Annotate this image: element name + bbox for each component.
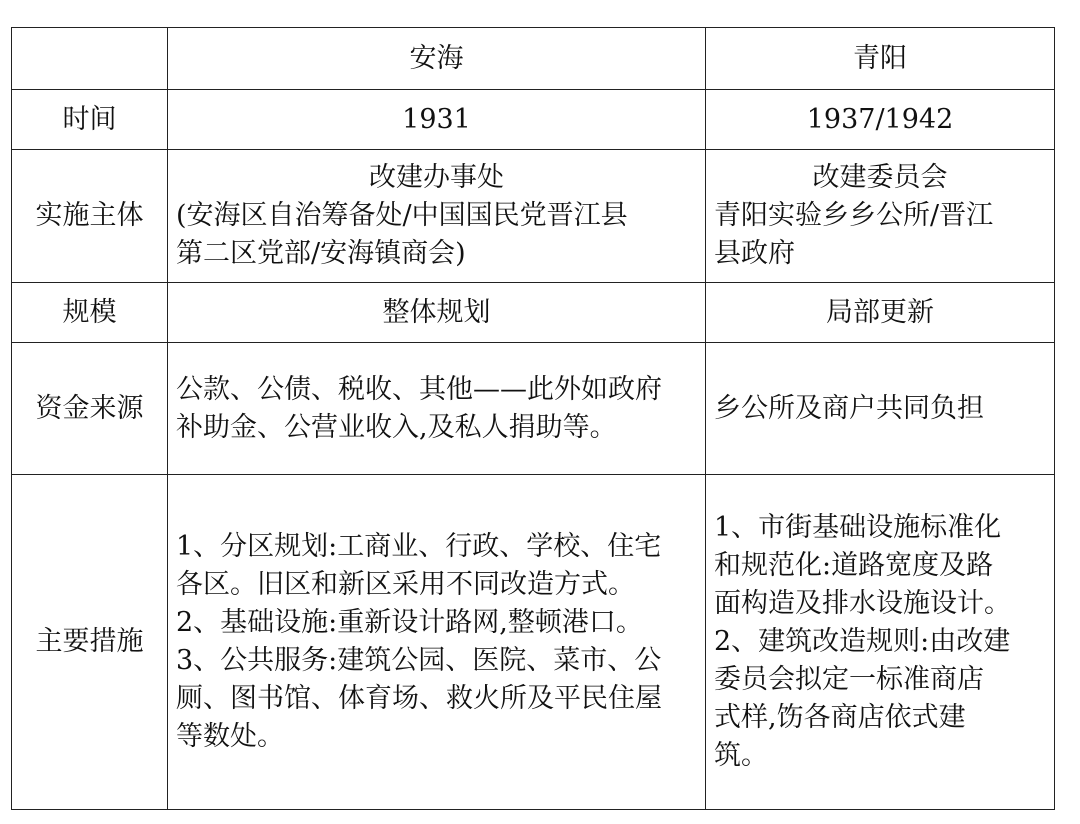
cell-qingyang — [706, 90, 1055, 150]
row-time — [12, 90, 1055, 150]
cell-qingyang — [706, 343, 1055, 475]
cell-line: 1、市街基础设施标准化 — [714, 512, 1002, 543]
row-label: 实施主体 — [12, 150, 168, 283]
cell-line: 2、基础设施:重新设计路网,整顿港口。 — [176, 607, 643, 638]
row-funding — [12, 343, 1055, 475]
cell-line: 第二区党部/安海镇商会) — [176, 238, 466, 269]
cell-qingyang — [706, 283, 1055, 343]
cell-line: 3、公共服务:建筑公园、医院、菜市、公 — [176, 645, 662, 676]
cell-line: 和规范化:道路宽度及路 — [714, 550, 994, 581]
cell-line: 局部更新 — [826, 296, 934, 328]
cell-line: 青阳实验乡乡公所/晋江 — [714, 200, 994, 231]
header-cell-anhai: 安海 — [168, 28, 706, 90]
cell-line: 公款、公债、税收、其他——此外如政府 — [176, 373, 662, 405]
cell-line: 县政府 — [714, 238, 795, 269]
cell-line: 等数处。 — [176, 721, 284, 752]
cell-line: 补助金、公营业收入,及私人捐助等。 — [176, 411, 617, 443]
cell-anhai — [168, 343, 706, 475]
cell-line: 1、分区规划:工商业、行政、学校、住宅 — [176, 531, 662, 562]
row-measures — [12, 475, 1055, 810]
row-implementer — [12, 150, 1055, 283]
cell-anhai — [168, 283, 706, 343]
cell-anhai — [168, 150, 706, 283]
row-label: 主要措施 — [12, 475, 168, 810]
cell-line: 委员会拟定一标准商店 — [714, 664, 984, 695]
cell-line: 1937/1942 — [806, 103, 954, 135]
cell-line: 1931 — [402, 103, 471, 135]
cell-line: 式样,饬各商店依式建 — [714, 702, 966, 733]
row-label: 规模 — [12, 283, 168, 343]
cell-line: 各区。旧区和新区采用不同改造方式。 — [176, 569, 635, 600]
row-scale — [12, 283, 1055, 343]
cell-line: 改建委员会 — [812, 162, 948, 193]
cell-line: 面构造及排水设施设计。 — [714, 588, 1011, 619]
header-cell-qingyang: 青阳 — [706, 28, 1055, 90]
row-label: 时间 — [12, 90, 168, 150]
cell-line: 筑。 — [714, 740, 768, 771]
header-row — [12, 28, 1055, 90]
cell-line: 厕、图书馆、体育场、救火所及平民住屋 — [176, 683, 662, 714]
row-label: 资金来源 — [12, 343, 168, 475]
comparison-table — [11, 27, 1055, 810]
cell-line: 乡公所及商户共同负担 — [714, 392, 984, 424]
cell-line: 改建办事处 — [369, 162, 504, 193]
cell-qingyang — [706, 475, 1055, 810]
cell-qingyang — [706, 150, 1055, 283]
cell-line: 整体规划 — [382, 296, 491, 328]
cell-anhai — [168, 90, 706, 150]
cell-line: 2、建筑改造规则:由改建 — [714, 626, 1011, 657]
cell-line: (安海区自治筹备处/中国国民党晋江县 — [176, 200, 628, 231]
header-cell-empty — [12, 28, 168, 90]
cell-anhai — [168, 475, 706, 810]
